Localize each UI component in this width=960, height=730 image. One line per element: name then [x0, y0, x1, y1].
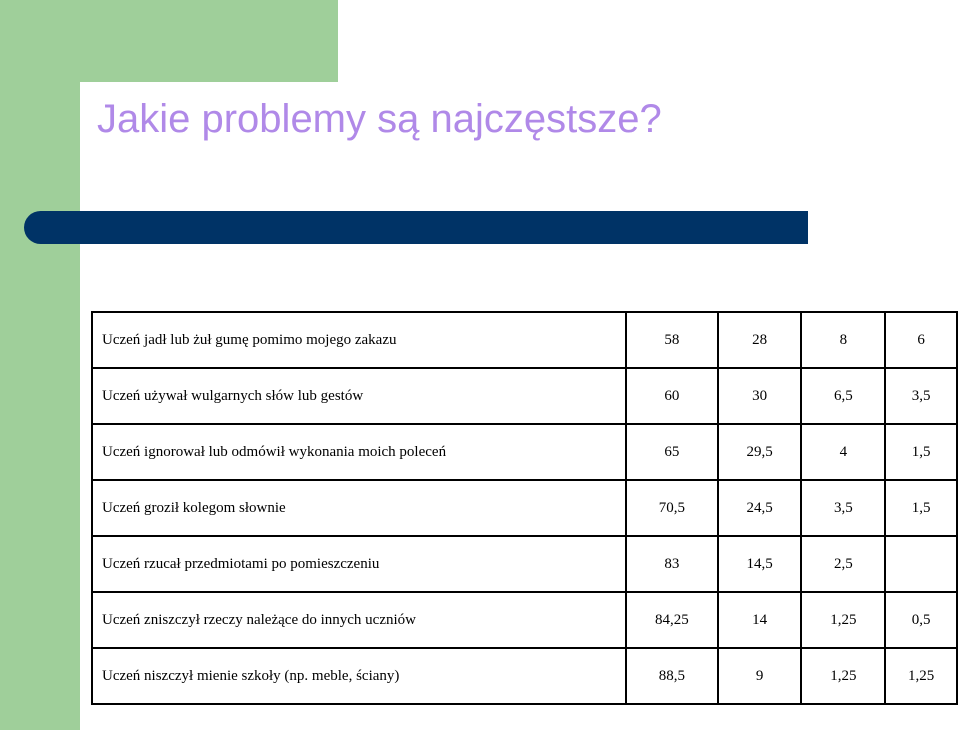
value-cell: 58: [626, 312, 718, 368]
table-row: [92, 592, 957, 648]
value-cell: 65: [626, 424, 718, 480]
table-row: [92, 648, 957, 704]
value-cell: 1,5: [885, 424, 957, 480]
decor-blue-bar: [24, 211, 808, 244]
value-cell: 60: [626, 368, 718, 424]
value-cell: 29,5: [718, 424, 802, 480]
value-cell: 3,5: [885, 368, 957, 424]
value-cell: 84,25: [626, 592, 718, 648]
value-cell: 3,5: [801, 480, 885, 536]
value-cell: 14: [718, 592, 802, 648]
table-row: [92, 536, 957, 592]
value-cell: 8: [801, 312, 885, 368]
value-cell: 1,25: [801, 648, 885, 704]
value-cell: 1,25: [801, 592, 885, 648]
value-cell: 28: [718, 312, 802, 368]
row-label: Uczeń groził kolegom słownie: [92, 480, 626, 536]
row-label: Uczeń ignorował lub odmówił wykonania moich poleceń: [92, 424, 626, 480]
row-label: Uczeń zniszczył rzeczy należące do innych uczniów: [92, 592, 626, 648]
table-row: [92, 480, 957, 536]
value-cell: 1,5: [885, 480, 957, 536]
row-label: Uczeń rzucał przedmiotami po pomieszczeniu: [92, 536, 626, 592]
value-cell: 24,5: [718, 480, 802, 536]
value-cell: 14,5: [718, 536, 802, 592]
value-cell: 1,25: [885, 648, 957, 704]
slide-title: Jakie problemy są najczęstsze?: [97, 97, 662, 141]
value-cell: 6,5: [801, 368, 885, 424]
results-table: [91, 311, 958, 705]
table-row: [92, 368, 957, 424]
value-cell: 0,5: [885, 592, 957, 648]
results-table-body: [92, 312, 957, 704]
table-row: [92, 424, 957, 480]
value-cell: 9: [718, 648, 802, 704]
value-cell: 88,5: [626, 648, 718, 704]
value-cell: 2,5: [801, 536, 885, 592]
value-cell: [885, 536, 957, 592]
decor-green-side: [0, 82, 80, 730]
value-cell: 6: [885, 312, 957, 368]
value-cell: 70,5: [626, 480, 718, 536]
row-label: Uczeń jadł lub żuł gumę pomimo mojego zakazu: [92, 312, 626, 368]
row-label: Uczeń używał wulgarnych słów lub gestów: [92, 368, 626, 424]
value-cell: 30: [718, 368, 802, 424]
value-cell: 83: [626, 536, 718, 592]
table-row: [92, 312, 957, 368]
row-label: Uczeń niszczył mienie szkoły (np. meble, ściany): [92, 648, 626, 704]
decor-green-top: [0, 0, 338, 82]
value-cell: 4: [801, 424, 885, 480]
